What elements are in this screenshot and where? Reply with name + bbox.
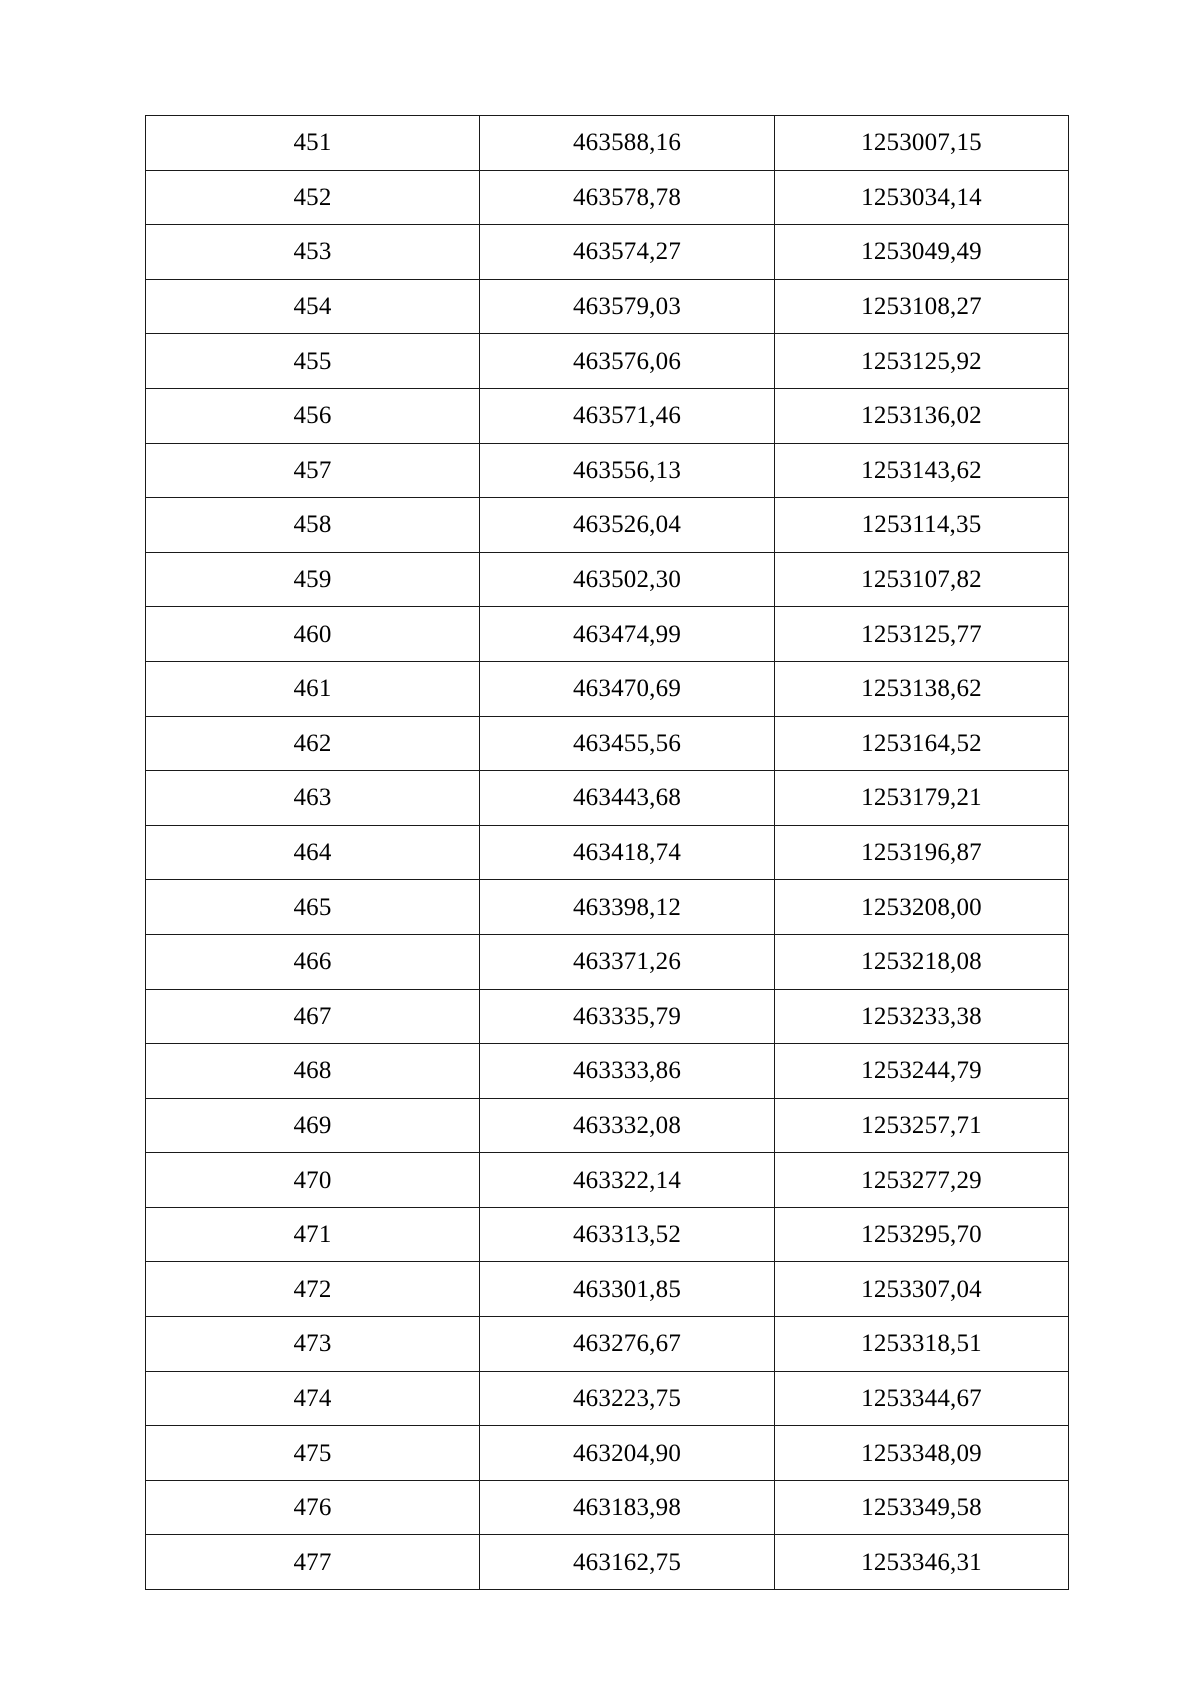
x-coordinate-cell: 463223,75 (480, 1371, 775, 1426)
x-coordinate-cell: 463576,06 (480, 334, 775, 389)
y-coordinate-cell: 1253107,82 (775, 552, 1069, 607)
x-coordinate-cell: 463502,30 (480, 552, 775, 607)
x-coordinate-cell: 463313,52 (480, 1207, 775, 1262)
table-row (146, 116, 1069, 171)
y-coordinate-cell: 1253349,58 (775, 1480, 1069, 1535)
table-row (146, 607, 1069, 662)
point-number-cell: 467 (146, 989, 480, 1044)
x-coordinate-cell: 463579,03 (480, 279, 775, 334)
table-row (146, 552, 1069, 607)
point-number-cell: 453 (146, 225, 480, 280)
table-row (146, 388, 1069, 443)
point-number-cell: 465 (146, 880, 480, 935)
coordinates-table (145, 115, 1069, 1590)
point-number-cell: 454 (146, 279, 480, 334)
y-coordinate-cell: 1253233,38 (775, 989, 1069, 1044)
y-coordinate-cell: 1253125,92 (775, 334, 1069, 389)
x-coordinate-cell: 463183,98 (480, 1480, 775, 1535)
point-number-cell: 452 (146, 170, 480, 225)
point-number-cell: 468 (146, 1044, 480, 1099)
point-number-cell: 460 (146, 607, 480, 662)
y-coordinate-cell: 1253244,79 (775, 1044, 1069, 1099)
table-row (146, 1317, 1069, 1372)
x-coordinate-cell: 463162,75 (480, 1535, 775, 1590)
y-coordinate-cell: 1253034,14 (775, 170, 1069, 225)
table-row (146, 1098, 1069, 1153)
table-row (146, 989, 1069, 1044)
y-coordinate-cell: 1253136,02 (775, 388, 1069, 443)
y-coordinate-cell: 1253143,62 (775, 443, 1069, 498)
x-coordinate-cell: 463398,12 (480, 880, 775, 935)
x-coordinate-cell: 463371,26 (480, 934, 775, 989)
x-coordinate-cell: 463588,16 (480, 116, 775, 171)
point-number-cell: 476 (146, 1480, 480, 1535)
x-coordinate-cell: 463474,99 (480, 607, 775, 662)
x-coordinate-cell: 463276,67 (480, 1317, 775, 1372)
table-row (146, 1535, 1069, 1590)
point-number-cell: 469 (146, 1098, 480, 1153)
x-coordinate-cell: 463335,79 (480, 989, 775, 1044)
table-row (146, 1480, 1069, 1535)
table-row (146, 225, 1069, 280)
point-number-cell: 470 (146, 1153, 480, 1208)
y-coordinate-cell: 1253108,27 (775, 279, 1069, 334)
table-row (146, 443, 1069, 498)
table-row (146, 880, 1069, 935)
x-coordinate-cell: 463418,74 (480, 825, 775, 880)
y-coordinate-cell: 1253318,51 (775, 1317, 1069, 1372)
point-number-cell: 474 (146, 1371, 480, 1426)
point-number-cell: 461 (146, 661, 480, 716)
y-coordinate-cell: 1253307,04 (775, 1262, 1069, 1317)
point-number-cell: 473 (146, 1317, 480, 1372)
point-number-cell: 464 (146, 825, 480, 880)
table-row (146, 661, 1069, 716)
table-row (146, 1426, 1069, 1481)
point-number-cell: 456 (146, 388, 480, 443)
table-row (146, 1153, 1069, 1208)
y-coordinate-cell: 1253164,52 (775, 716, 1069, 771)
x-coordinate-cell: 463332,08 (480, 1098, 775, 1153)
x-coordinate-cell: 463455,56 (480, 716, 775, 771)
x-coordinate-cell: 463526,04 (480, 498, 775, 553)
x-coordinate-cell: 463301,85 (480, 1262, 775, 1317)
y-coordinate-cell: 1253344,67 (775, 1371, 1069, 1426)
table-row (146, 334, 1069, 389)
x-coordinate-cell: 463556,13 (480, 443, 775, 498)
point-number-cell: 457 (146, 443, 480, 498)
x-coordinate-cell: 463470,69 (480, 661, 775, 716)
y-coordinate-cell: 1253257,71 (775, 1098, 1069, 1153)
y-coordinate-cell: 1253348,09 (775, 1426, 1069, 1481)
point-number-cell: 471 (146, 1207, 480, 1262)
x-coordinate-cell: 463322,14 (480, 1153, 775, 1208)
y-coordinate-cell: 1253196,87 (775, 825, 1069, 880)
x-coordinate-cell: 463443,68 (480, 771, 775, 826)
table-row (146, 1207, 1069, 1262)
x-coordinate-cell: 463574,27 (480, 225, 775, 280)
table-row (146, 1044, 1069, 1099)
x-coordinate-cell: 463333,86 (480, 1044, 775, 1099)
y-coordinate-cell: 1253049,49 (775, 225, 1069, 280)
point-number-cell: 463 (146, 771, 480, 826)
point-number-cell: 462 (146, 716, 480, 771)
x-coordinate-cell: 463578,78 (480, 170, 775, 225)
table-row (146, 825, 1069, 880)
table-row (146, 498, 1069, 553)
y-coordinate-cell: 1253179,21 (775, 771, 1069, 826)
table-row (146, 279, 1069, 334)
point-number-cell: 477 (146, 1535, 480, 1590)
point-number-cell: 466 (146, 934, 480, 989)
y-coordinate-cell: 1253208,00 (775, 880, 1069, 935)
y-coordinate-cell: 1253114,35 (775, 498, 1069, 553)
y-coordinate-cell: 1253277,29 (775, 1153, 1069, 1208)
table-body (146, 116, 1069, 1590)
x-coordinate-cell: 463571,46 (480, 388, 775, 443)
x-coordinate-cell: 463204,90 (480, 1426, 775, 1481)
table-row (146, 1262, 1069, 1317)
point-number-cell: 458 (146, 498, 480, 553)
y-coordinate-cell: 1253295,70 (775, 1207, 1069, 1262)
point-number-cell: 475 (146, 1426, 480, 1481)
y-coordinate-cell: 1253007,15 (775, 116, 1069, 171)
table-row (146, 1371, 1069, 1426)
y-coordinate-cell: 1253125,77 (775, 607, 1069, 662)
y-coordinate-cell: 1253346,31 (775, 1535, 1069, 1590)
point-number-cell: 451 (146, 116, 480, 171)
point-number-cell: 459 (146, 552, 480, 607)
point-number-cell: 455 (146, 334, 480, 389)
point-number-cell: 472 (146, 1262, 480, 1317)
table-row (146, 716, 1069, 771)
y-coordinate-cell: 1253218,08 (775, 934, 1069, 989)
table-row (146, 934, 1069, 989)
y-coordinate-cell: 1253138,62 (775, 661, 1069, 716)
table-row (146, 170, 1069, 225)
table-row (146, 771, 1069, 826)
